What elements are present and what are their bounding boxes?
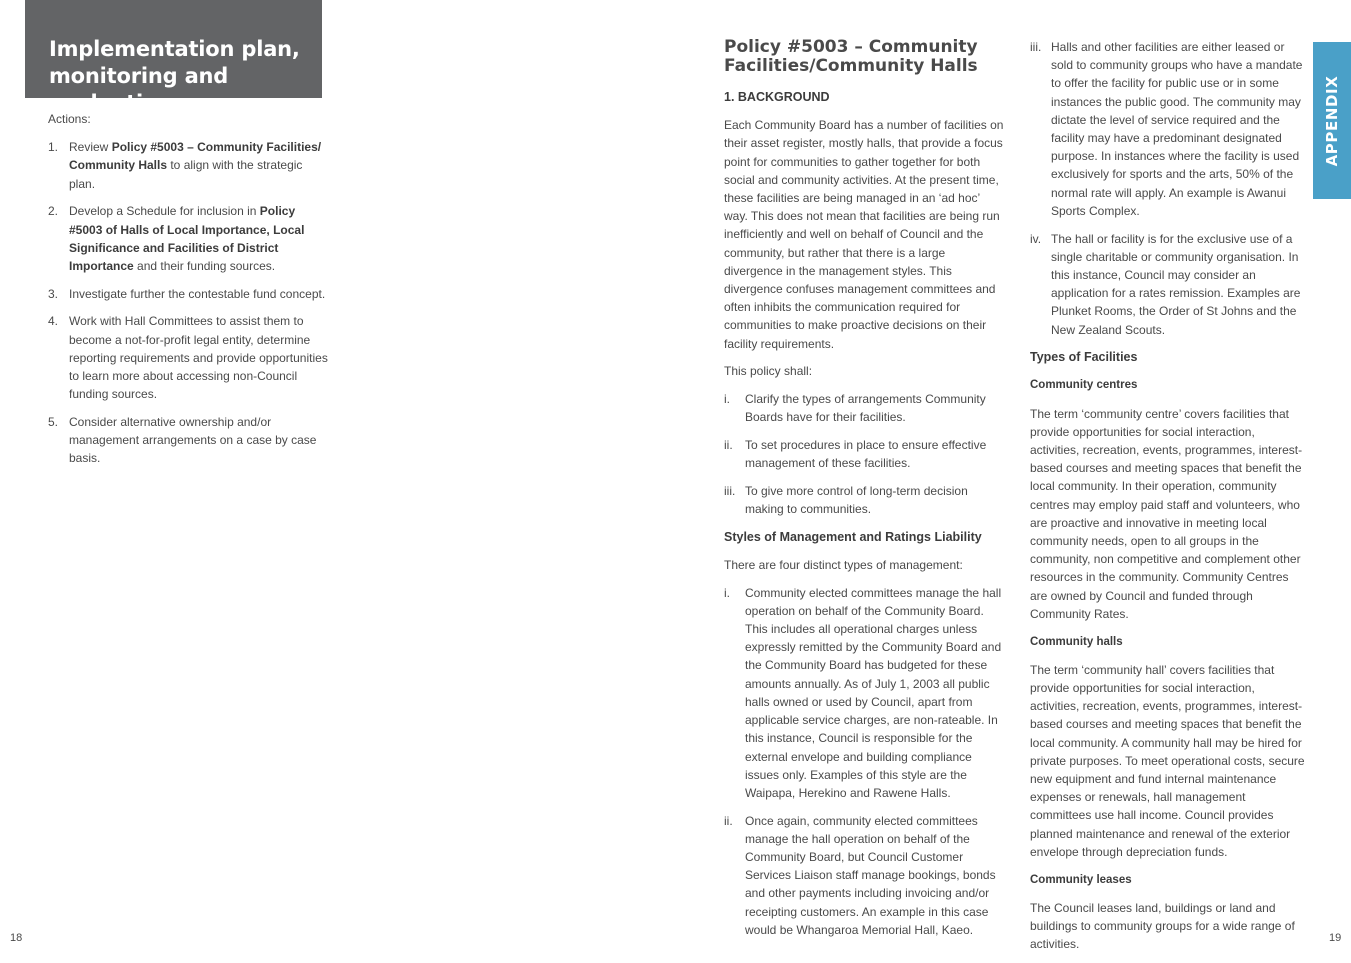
leases-heading: Community leases (1030, 873, 1132, 886)
section-title (49, 36, 310, 117)
list-item-text: To give more control of long-term decision making to communities. (745, 483, 968, 517)
list-item-number: ii. (724, 437, 733, 452)
action-item (48, 312, 328, 403)
action-text-tail: to align with the strategic plan. (69, 158, 303, 191)
action-bold-text: Policy #5003 – Community Facilities/ Community Halls (69, 140, 322, 173)
actions-label: Actions: (48, 112, 91, 126)
action-item (48, 285, 328, 303)
list-item-text: Clarify the types of arrangements Community Boards have for their facilities. (745, 392, 986, 425)
policy-shall-list (724, 390, 1004, 518)
page-number-left: 18 (10, 932, 23, 944)
background-heading: 1. BACKGROUND (724, 90, 830, 104)
list-item-number: ii. (724, 813, 733, 828)
policy-shall-text: This policy shall: (724, 364, 813, 379)
policy-column-1 (724, 38, 1004, 949)
list-item-text: The hall or facility is for the exclusive use of a single charitable or community organisation. In this instance, Council may consider an application for a rates remission. Examples are Plunket Rooms, the Order of St Johns and the New Zealand Scouts. (1051, 231, 1301, 337)
policy-title-line1: Policy #5003 – Community (724, 37, 978, 57)
section-header (25, 0, 322, 115)
styles-heading: Styles of Management and Ratings Liability (724, 529, 982, 544)
list-item (724, 436, 1004, 472)
action-bold-text: Policy #5003 of Halls of Local Importance, Local Significance and Facilities of District Importance (69, 204, 305, 273)
background-paragraph: Each Community Board has a number of facilities on their asset register, mostly halls, that provide a focus point for communities to gather together for both social and community activities. At the present time, these facilities are being managed in an ‘ad hoc’ way. This does not mean that facilities are being run inefficiently and well on behalf of Council and the community, but rather that there is a large divergence in the management styles. This divergence confuses management committees and often inhibits the communication required for communities to make proactive decisions on their facility requirements. (724, 118, 1004, 351)
list-item-text: Halls and other facilities are either leased or sold to community groups who have a mandate to offer the facility for public use or in some instances the public good. The community may dictate the level of service required and the facility may have a predominant designated purpose. In instances where the facility is used exclusively for sports and the arts, 50% of the normal rate will apply. An example is Awanui Sports Complex. (1051, 40, 1303, 218)
halls-paragraph: The term ‘community hall’ covers facilities that provide opportunities for social interaction, activities, recreation, events, programmes, interest-based courses and meeting spaces that benefit the local community. A community hall may be hired for private purposes. To meet operational costs, secure new equipment and fund internal maintenance expenses or renewals, hall management committees use hall income. Council provides planned maintenance and renewal of the exterior envelope through depreciation funds. (1030, 662, 1305, 859)
section-title-line2: monitoring and evaluation (49, 64, 229, 115)
action-number: 5. (48, 414, 59, 429)
action-item (48, 202, 328, 275)
action-number: 2. (48, 204, 59, 219)
list-item-number: iii. (724, 483, 736, 498)
actions-list (48, 138, 328, 467)
list-item-text: To set procedures in place to ensure effective management of these facilities. (745, 437, 987, 471)
list-item-number: i. (724, 392, 730, 407)
list-item-text: Once again, community elected committees manage the hall operation on behalf of the Community Board, but Council Customer Services Liaison staff manage bookings, bonds and other payments including invoicing and/or receipting customers. An example in this case would be Whangaroa Memorial Hall, Kaeo. (745, 813, 996, 937)
page-number-right: 19 (1329, 932, 1342, 944)
list-item (724, 482, 1004, 518)
list-item (724, 390, 1004, 426)
policy-title (724, 38, 1004, 76)
list-item (1030, 230, 1306, 339)
appendix-tab-label: APPENDIX (1323, 75, 1341, 166)
action-text: Review (69, 140, 112, 155)
centres-heading: Community centres (1030, 379, 1138, 392)
section-title-line1: Implementation plan, (49, 37, 300, 61)
appendix-tab (1313, 42, 1351, 199)
list-item (1030, 38, 1306, 220)
list-item-text: Community elected committees manage the hall operation on behalf of the Community Board. This includes all operational charges unless expressly remitted by the Community Board and the Community Board has budgeted for these amounts annually. As of July 1, 2003 all public halls owned or used by Council, apart from applicable service charges, are non-rateable. In this instance, Council is responsible for the external envelope and building compliance issues only. Examples of this style are the Waipapa, Herekino and Rawene Halls. (745, 585, 1002, 800)
action-number: 1. (48, 140, 59, 155)
list-item-number: iii. (1030, 40, 1042, 54)
list-item (724, 584, 1004, 802)
action-text: Work with Hall Committees to assist them to become a not-for-profit legal entity, determine reporting requirements and provide opportunities to learn more about accessing non-Council funding sources. (69, 314, 328, 402)
centres-paragraph: The term ‘community centre’ covers facilities that provide opportunities for social interaction, activities, recreation, events, programmes, interest-based courses and meeting spaces that benefit the local community. In their operation, community centres may employ paid staff and volunteers, who are proactive and innovative in meeting local community needs, open to all groups in the community, non competitive and complement other resources in the community. Community Centres are owned by Council and funded through Community Rates. (1030, 406, 1303, 621)
actions-column (48, 110, 328, 477)
halls-heading: Community halls (1030, 635, 1123, 648)
list-item-number: iv. (1030, 231, 1042, 246)
action-number: 3. (48, 286, 59, 301)
action-number: 4. (48, 314, 59, 329)
action-text-tail: and their funding sources. (133, 258, 276, 273)
action-item (48, 413, 328, 468)
management-list (724, 584, 1004, 939)
leases-paragraph: The Council leases land, buildings or land and buildings to community groups for a wide range of activities. (1030, 900, 1295, 952)
types-heading: Types of Facilities (1030, 350, 1138, 365)
action-text: Develop a Schedule for inclusion in (69, 204, 260, 219)
policy-column-2 (1030, 38, 1306, 963)
action-text: Consider alternative ownership and/or management arrangements on a case by case basis. (69, 414, 317, 466)
list-item (724, 812, 1004, 939)
four-types-text: There are four distinct types of management: (724, 557, 963, 572)
management-list-continued (1030, 38, 1306, 339)
action-item (48, 138, 328, 193)
action-text: Investigate further the contestable fund concept. (69, 286, 326, 301)
policy-title-line2: Facilities/Community Halls (724, 56, 978, 76)
list-item-number: i. (724, 585, 730, 600)
